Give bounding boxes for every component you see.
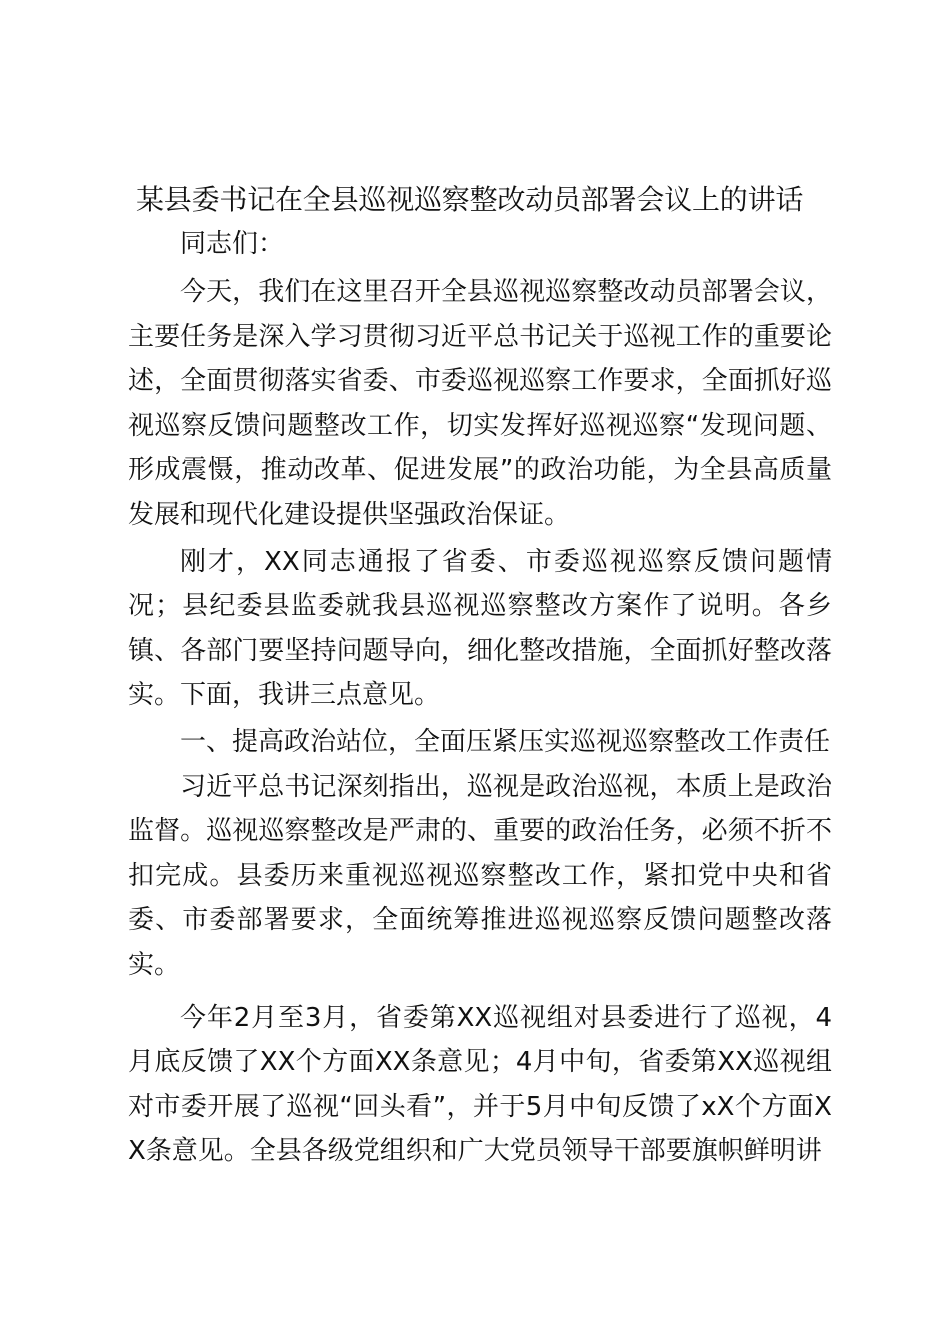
paragraph-2: 刚才，XX同志通报了省委、市委巡视巡察反馈问题情况；县纪委县监委就我县巡视巡察整改方案作了说明。各乡镇、各部门要坚持问题导向，细化整改措施，全面抓好整改落实。下面，我讲三点意见。 (128, 546, 832, 711)
section-paragraph-2: 今年2月至3月，省委第XX巡视组对县委进行了巡视，4月底反馈了XX个方面XX条意见；4月中旬，省委第XX巡视组对市委开展了巡视“回头看”，并于5月中旬反馈了xX个方面XX条意见。全县各级党组织和广大党员领导干部要旗帜鲜明讲 (128, 1002, 832, 1167)
document-page (128, 178, 832, 1174)
paragraph-1: 今天，我们在这里召开全县巡视巡察整改动员部署会议，主要任务是深入学习贯彻习近平总书记关于巡视工作的重要论述，全面贯彻落实省委、市委巡视巡察工作要求，全面抓好巡视巡察反馈问题整改工作，切实发挥好巡视巡察“发现问题、形成震慑，推动改革、促进发展”的政治功能，为全县高质量发展和现代化建设提供坚强政治保证。 (128, 277, 832, 530)
salutation: 同志们： (180, 229, 285, 259)
section-paragraph-1: 习近平总书记深刻指出，巡视是政治巡视，本质上是政治监督。巡视巡察整改是严肃的、重要的政治任务，必须不折不扣完成。县委历来重视巡视巡察整改工作，紧扣党中央和省委、市委部署要求，全面统筹推进巡视巡察反馈问题整改落实。 (128, 771, 832, 980)
section-heading: 一、提高政治站位，全面压紧压实巡视巡察整改工作责任 (180, 726, 831, 757)
document-title: 某县委书记在全县巡视巡察整改动员部署会议上的讲话 (136, 183, 804, 216)
